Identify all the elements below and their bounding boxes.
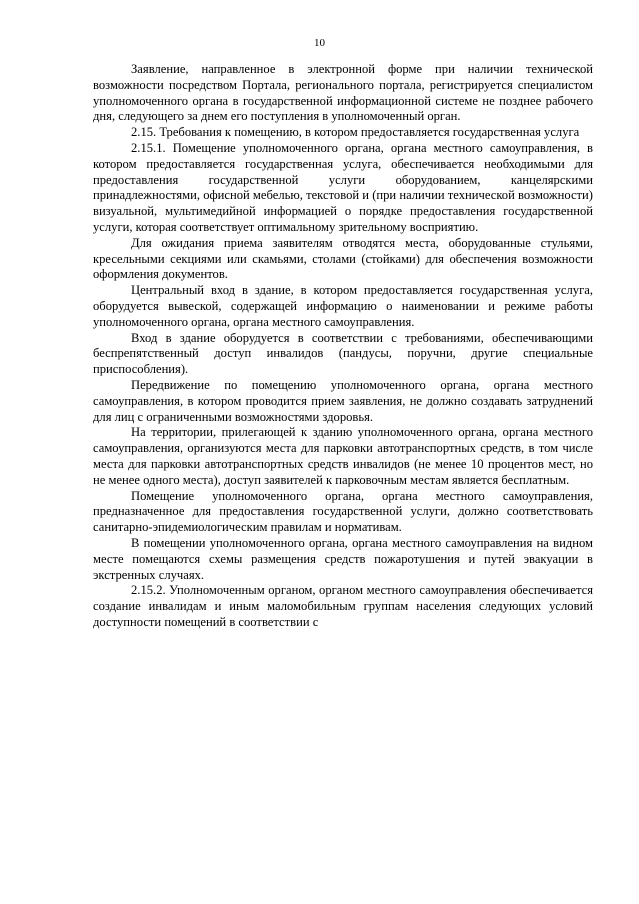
paragraph-waiting-area: Для ожидания приема заявителям отводятся места, оборудованные стульями, кресельными секциями или скамьями, столами (стойками) для обеспечения возможности оформления документов. bbox=[93, 235, 593, 282]
paragraph-2-15-1: 2.15.1. Помещение уполномоченного органа, органа местного самоуправления, в котором предоставляется государственная услуга, обеспечивается необходимыми для предоставления государственной услуги оборудованием, канцелярскими принадлежностями, офисной мебелью, текстовой и (при наличии технической возможности) визуальной, мультимедийной информацией о порядке предоставления государственной услуги, которая соответствует оптимальному зрительному восприятию. bbox=[93, 140, 593, 234]
paragraph-central-entrance: Центральный вход в здание, в котором предоставляется государственная услуга, оборудуется вывеской, содержащей информацию о наименовании и режиме работы уполномоченного органа, органа местного самоуправления. bbox=[93, 283, 593, 329]
page-number: 10 bbox=[314, 37, 325, 49]
paragraph-2-15-2: 2.15.2. Уполномоченным органом, органом местного самоуправления обеспечивается создание инвалидам и иным маломобильным группам населения следующих условий доступности помещений в соответствии с bbox=[93, 583, 593, 629]
paragraph-evacuation: В помещении уполномоченного органа, органа местного самоуправления на видном месте помещаются схемы размещения средств пожаротушения и путей эвакуации в экстренных случаях. bbox=[93, 535, 593, 582]
section-heading-2-15: 2.15. Требования к помещению, в котором предоставляется государственная услуга bbox=[131, 125, 580, 140]
paragraph-parking: На территории, прилегающей к зданию уполномоченного органа, органа местного самоуправления, организуются места для парковки автотранспортных средств, в том числе места для парковки автотранспортных средств инвалидов (не менее 10 процентов мест, но не менее одного места), доступ заявителей к парковочным местам является бесплатным. bbox=[93, 425, 593, 487]
paragraph-sanitary-rules: Помещение уполномоченного органа, органа местного самоуправления, предназначенное для предоставления государственной услуги, должно соответствовать санитарно-эпидемиологическим правилам и нормативам. bbox=[93, 488, 593, 535]
document-body bbox=[93, 62, 593, 631]
paragraph-movement: Передвижение по помещению уполномоченного органа, органа местного самоуправления, в котором проводится прием заявления, не должно создавать затруднений для лиц с ограниченными возможностями здоровья. bbox=[93, 377, 593, 424]
paragraph-electronic-application: Заявление, направленное в электронной форме при наличии технической возможности посредством Портала, регионального портала, регистрируется специалистом уполномоченного органа в государственной информационной системе не позднее рабочего дня, следующего за днем его поступления в уполномоченный орган. bbox=[93, 62, 593, 124]
paragraph-entrance-accessibility: Вход в здание оборудуется в соответствии с требованиями, обеспечивающими беспрепятственный доступ инвалидов (пандусы, поручни, другие специальные приспособления). bbox=[93, 330, 593, 377]
